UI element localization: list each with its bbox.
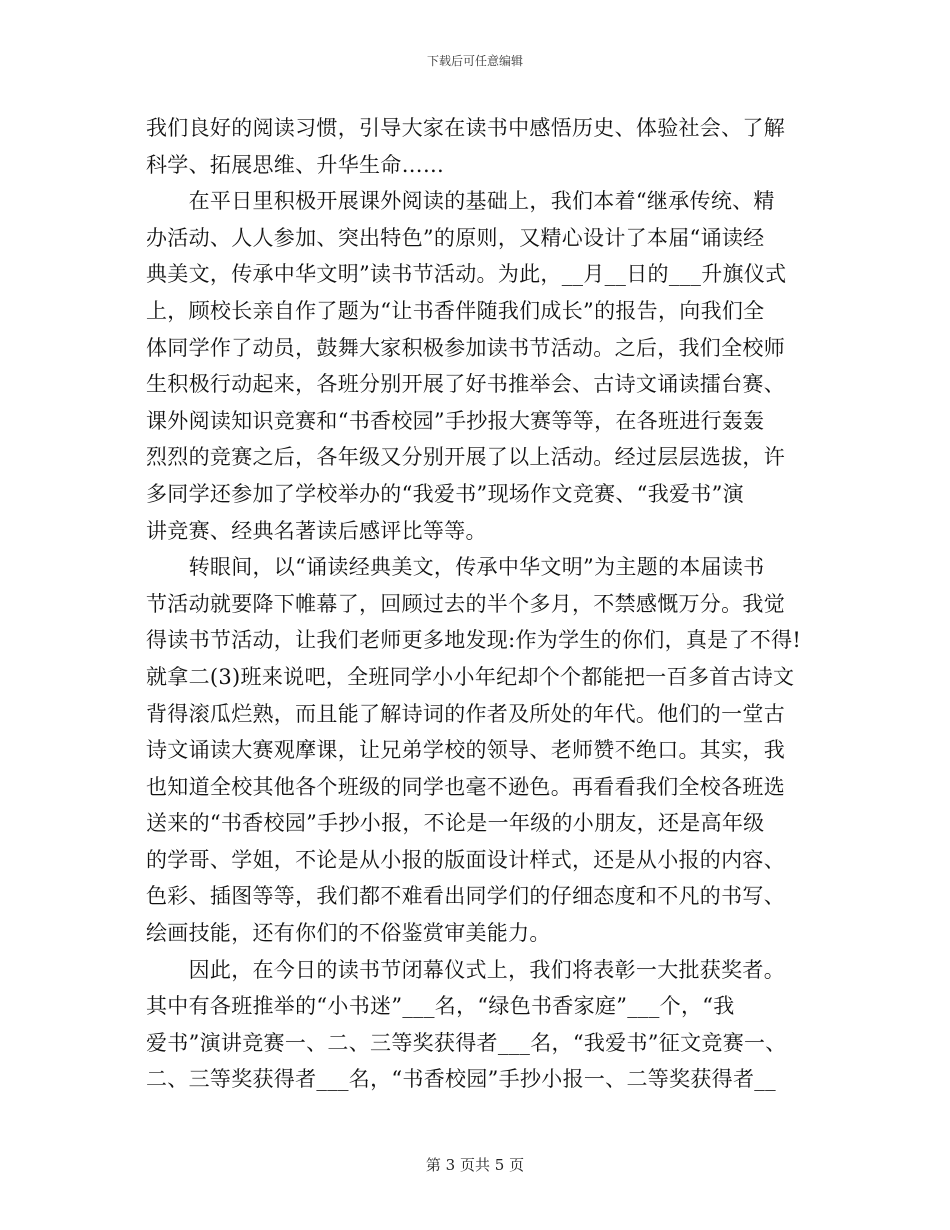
text-line: 多同学还参加了学校举办的“我爱书”现场作文竞赛、“我爱书”演 bbox=[146, 481, 744, 506]
text-line: 背得滚瓜烂熟，而且能了解诗词的作者及所处的年代。他们的一堂古 bbox=[146, 701, 785, 726]
text-line: 转眼间，以“诵读经典美文，传承中华文明”为主题的本届读书 bbox=[146, 555, 765, 580]
text-line: 色彩、插图等等，我们都不难看出同学们的仔细态度和不凡的书写、 bbox=[146, 884, 785, 909]
page-header: 下载后可任意编辑 bbox=[426, 54, 523, 68]
text-line: 爱书”演讲竞赛一、二、三等奖获得者___名，“我爱书”征文竞赛一、 bbox=[146, 1030, 787, 1055]
page-footer: 第 3 页共 5 页 bbox=[425, 1156, 525, 1174]
text-line: 办活动、人人参加、突出特色”的原则，又精心设计了本届“诵读经 bbox=[146, 225, 765, 250]
text-line: 上，顾校长亲自作了题为“让书香伴随我们成长”的报告，向我们全 bbox=[146, 298, 765, 323]
text-line: 课外阅读知识竞赛和“书香校园”手抄报大赛等等，在各班进行轰轰 bbox=[146, 408, 765, 433]
text-line: 得读书节活动，让我们老师更多地发现:作为学生的你们，真是了不得! bbox=[146, 628, 802, 653]
text-line: 诗文诵读大赛观摩课，让兄弟学校的领导、老师赞不绝口。其实，我 bbox=[146, 738, 785, 763]
text-line: 就拿二(3)班来说吧，全班同学小小年纪却个个都能把一百多首古诗文 bbox=[146, 664, 795, 689]
text-line: 烈烈的竞赛之后，各年级又分别开展了以上活动。经过层层选拔，许 bbox=[146, 445, 785, 470]
text-line: 典美文，传承中华文明”读书节活动。为此，__月__日的___升旗仪式 bbox=[146, 262, 787, 287]
text-line: 讲竞赛、经典名著读后感评比等等。 bbox=[146, 518, 487, 543]
text-line: 节活动就要降下帷幕了，回顾过去的半个多月，不禁感慨万分。我觉 bbox=[146, 591, 785, 616]
text-line: 二、三等奖获得者___名，“书香校园”手抄小报一、二等奖获得者__ bbox=[146, 1067, 776, 1092]
text-line: 送来的“书香校园”手抄小报，不论是一年级的小朋友，还是高年级 bbox=[146, 811, 765, 836]
text-line: 体同学作了动员，鼓舞大家积极参加读书节活动。之后，我们全校师 bbox=[146, 335, 785, 360]
text-line: 的学哥、学姐，不论是从小报的版面设计样式，还是从小报的内容、 bbox=[146, 847, 785, 872]
text-line: 生积极行动起来，各班分别开展了好书推举会、古诗文诵读擂台赛、 bbox=[146, 372, 785, 397]
text-line: 其中有各班推举的“小书迷”___名，“绿色书香家庭”___个，“我 bbox=[146, 994, 735, 1019]
text-line: 也知道全校其他各个班级的同学也毫不逊色。再看看我们全校各班选 bbox=[146, 774, 785, 799]
text-line: 我们良好的阅读习惯，引导大家在读书中感悟历史、体验社会、了解 bbox=[146, 116, 785, 140]
text-line: 科学、拓展思维、升华生命…… bbox=[146, 152, 445, 177]
text-line: 因此，在今日的读书节闭幕仪式上，我们将表彰一大批获奖者。 bbox=[146, 957, 785, 982]
text-line: 绘画技能，还有你们的不俗鉴赏审美能力。 bbox=[146, 921, 551, 946]
document-body bbox=[146, 110, 806, 1098]
text-line: 在平日里积极开展课外阅读的基础上，我们本着“继承传统、精 bbox=[146, 189, 775, 214]
